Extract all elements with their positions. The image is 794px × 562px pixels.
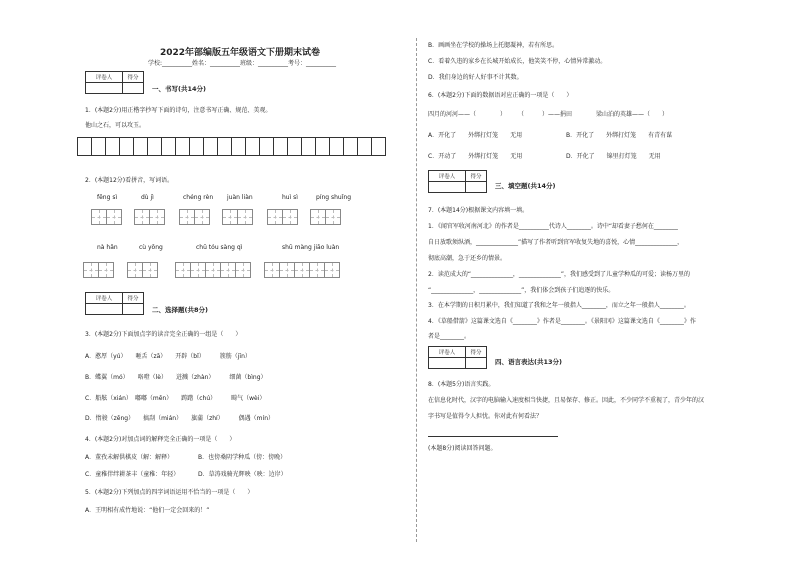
question-text: 7．(本题14分)根据课文内容填一填。: [428, 207, 529, 214]
answer-grid[interactable]: [176, 262, 251, 278]
pinyin-label: chéng rèn: [183, 194, 214, 201]
answer-grid[interactable]: [180, 209, 210, 225]
copy-text: 他山之石，可以攻玉。: [85, 122, 146, 129]
question-text: 3．(本题2分)下面加点字的读音完全正确的一组是（ ）: [85, 331, 242, 338]
question-text: 1．《闻官军收河南河北》的作者是__________代诗人________。诗中“却看妻子愁何在________: [428, 223, 678, 230]
score-label-grader: 评卷人: [429, 347, 466, 358]
option-text: C．童稚伴绊耕茶丰（童稚：年轻）: [85, 471, 180, 478]
section-heading: 四、语言表达(共13分): [495, 358, 562, 366]
score-label-score: 得分: [466, 171, 487, 182]
answer-grid[interactable]: [265, 262, 340, 278]
pinyin-label: huì sì: [282, 194, 298, 201]
question-text: 自日放歌须纵酒，______________”描写了作者听到官军收复失地的喜悦，心情______________，: [428, 239, 684, 246]
question-text: 1．(本题2分)用正楷字抄写下面的诗句，注意书写正确、规范、美观。: [85, 107, 272, 114]
column-divider: [416, 38, 417, 542]
question-text: 彻底高潮，急于还乡的情景。: [428, 255, 507, 262]
option-text: D．我们身边的好人好事不计其数。: [428, 74, 523, 81]
section-heading: 三、填空题(共14分): [495, 182, 556, 190]
score-label-grader: 评卷人: [429, 171, 466, 182]
question-text: 2．读范成大的“______________，______________”，我们感受到了儿童学种瓜的可爱；读杨万里的: [428, 271, 691, 278]
answer-grid[interactable]: [135, 209, 165, 225]
option-text: C．船舷（xián） 嘟嘟（mēn） 踌躇（chú） 畸气（wèi）: [85, 395, 266, 402]
question-text: 2．(本题12分)看拼音，写词语。: [85, 177, 174, 184]
option-text: A．憨厚（yú） 咂舌（zā） 开辟（bǐ） 簇筋（jīn）: [85, 353, 251, 360]
score-table: [428, 346, 487, 369]
answer-grid[interactable]: [128, 262, 158, 278]
pinyin-label: juàn liàn: [227, 194, 253, 201]
answer-grid[interactable]: [92, 209, 122, 225]
option-text: A．董孜未解供棋皮（解：解释）: [85, 454, 174, 461]
score-table: [428, 170, 487, 193]
score-label-score: 得分: [123, 293, 144, 304]
score-label-grader: 评卷人: [86, 72, 123, 83]
option-text: D．开化了 锦里打灯笼 无用: [566, 153, 661, 160]
option-text: B．画画坐在学校的操场上托腮凝神，若有所思。: [428, 42, 559, 49]
option-text: B．开化了 外绑打灯笼 有青有谋: [566, 132, 673, 139]
pinyin-label: píng shuǐng: [316, 194, 352, 201]
question-text: 3．在本学期的日积月累中，我们知道了我和之年一般指人________，而立之年一般指人________。: [428, 302, 690, 309]
question-text: 字书写是值得令人担忧。你对此有何看法？: [428, 413, 543, 420]
answer-line[interactable]: [428, 436, 558, 437]
pinyin-label: nà hǎn: [97, 244, 118, 251]
answer-grid[interactable]: [223, 209, 253, 225]
option-text: C．开动了 外绑打灯笼 无用: [428, 153, 523, 160]
question-text: 5．(本题2分)下列加点的四字词语运用不恰当的一项是（ ）: [85, 489, 254, 496]
pinyin-label: shū màng jiāo luàn: [282, 244, 340, 251]
question-text: 者是________。: [428, 333, 471, 340]
pinyin-label: fēng sì: [97, 194, 118, 201]
option-text: A．开化了 外绑打灯笼 无用: [428, 132, 523, 139]
score-table: [85, 71, 144, 94]
answer-grid[interactable]: [84, 262, 114, 278]
option-text: A．王明相有成竹地说：“他们一定会回来的！”: [85, 507, 210, 514]
pinyin-label: dù jì: [141, 194, 154, 201]
question-text: “______________，______________”，我们体会到孩子们追逐的快乐。: [428, 287, 615, 294]
question-text: 8．(本题5分)语言实践。: [428, 381, 495, 388]
option-text: D．惰骏（zēng） 搞刮（mián） 旗蒲（zhí） 偶遇（mín）: [85, 415, 274, 422]
section-heading: 一、书写(共14分): [152, 85, 206, 93]
question-text: 4．《草船借箭》这篇课文选自《________》作者是________。《景阳冈》这篇课文选自《________》作: [428, 318, 696, 325]
question-text: 6．(本题2分)下面的数据语对应正确的一项是（ ）: [428, 92, 573, 99]
score-table: [85, 292, 144, 315]
pinyin-label: cù yōng: [139, 244, 163, 251]
pinyin-label: chū tóu sàng qì: [196, 244, 243, 251]
writing-grid[interactable]: [78, 137, 386, 156]
score-label-grader: 评卷人: [86, 293, 123, 304]
option-text: D．草涛戏骑光辉映（映：边岸）: [198, 471, 287, 478]
page-title: 2022年部编版五年级语文下册期末试卷: [160, 48, 321, 58]
question-text: 在信息化时代，汉字的电脑输入速度相当快捷，且易保存、修正。因此，不少同学不重视了，青少年的汉: [428, 397, 705, 404]
option-text: C．看着久违的家乡在长城开始成长，他笑笑不停，心情异常激动。: [428, 58, 607, 65]
option-text: B．也傍桑阴学种瓜（傍：傍晚）: [198, 454, 287, 461]
answer-grid[interactable]: [311, 209, 341, 225]
student-info: 学校:__________姓名：__________班级：__________考号：__________: [148, 60, 337, 67]
score-label-score: 得分: [123, 72, 144, 83]
answer-grid[interactable]: [268, 209, 298, 225]
question-text: (本题8分)阅读回答问题。: [428, 445, 497, 452]
section-heading: 二、选择题(共8分): [152, 306, 208, 314]
question-text: 四月的河河——（ ） （ ）——捐田 梁山泊的英雄——（ ）: [428, 111, 669, 118]
option-text: B．蝶翼（mó） 咯噔（lè） 迸溅（zhàn） 细菌（bìng）: [85, 374, 267, 381]
score-label-score: 得分: [466, 347, 487, 358]
question-text: 4．(本题2分)对加点词的解释完全正确的一项是（ ）: [85, 436, 236, 443]
